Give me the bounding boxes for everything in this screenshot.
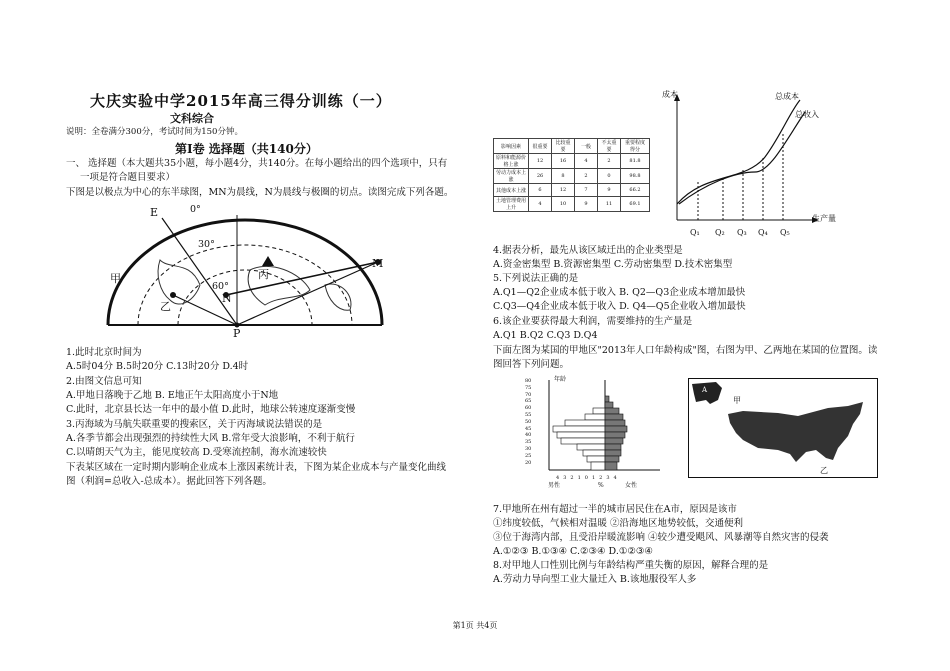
lat-0-label: 0° [190,204,201,215]
pyramid-female-label: 女性 [625,482,638,489]
table-cell: 16 [552,154,575,169]
table-cell: 2 [575,169,598,184]
question-line: C.此时，北京县长达一年中的最小值 D.此时，地球公转速度逐渐变慢 [66,404,356,415]
table-cell: 11 [598,197,621,212]
table-cell: 其他成本上涨 [494,184,529,197]
table-header: 一般 [575,139,598,154]
section-heading: 第Ⅰ卷 选择题（共140分） [175,142,318,156]
question-line: 5.下列说法正确的是 [493,273,579,284]
place-yi-label: 乙 [160,300,171,313]
question-line: 下面左图为某国的甲地区"2013年人口年龄构成"图，右图为甲、乙两地在某国的位置图。读 [493,345,878,356]
table-cell: 6 [529,184,552,197]
pyramid-x-ticks [556,472,621,485]
y-tick: 35 [525,439,532,446]
table-cell: 10 [552,197,575,212]
x-tick: 1 [591,475,600,481]
table-cell: 7 [575,184,598,197]
lat-60-label: 60° [212,281,229,292]
total-revenue-label: 总收入 [795,110,819,119]
table-cell: 66.2 [621,184,650,197]
y-tick: 45 [525,425,532,432]
x-tick: 3 [563,475,571,481]
place-jia-label: 甲 [733,396,741,405]
question-line: A.Q1—Q2企业成本低于收入 B. Q2—Q3企业成本增加最快 [493,287,746,298]
y-tick: 30 [525,445,532,452]
y-tick: 20 [525,459,532,466]
population-pyramid [535,378,665,478]
lat-30-label: 30° [198,239,215,250]
question-line: 2.由图文信息可知 [66,376,142,387]
y-tick: 80 [525,378,532,384]
point-e-label: E [150,206,159,219]
exam-title: 大庆实验中学2015年高三得分训练（一） [90,92,392,110]
pyramid-male-label: 男性 [548,482,561,489]
table-cell: 69.1 [621,197,650,212]
question-line: C.以晴朗天气为主，能见度较高 D.受寒流控制，海水流速较快 [66,447,327,458]
table-cell: 12 [529,154,552,169]
table-row [494,184,650,197]
table-header-row [494,139,650,154]
factor-table [493,138,650,212]
table-cell: 98.8 [621,169,650,184]
table-cell: 9 [598,184,621,197]
question-line: 1.此时北京时间为 [66,347,142,358]
y-tick: 25 [525,452,532,459]
point-p-label: P [233,327,241,340]
question-line: A.①②③ B.①③④ C.②③④ D.①②③④ [493,546,653,557]
cost-chart-ylabel: 成本 [662,90,678,99]
q-tick: Q₄ [758,228,768,237]
table-cell: 81.8 [621,154,650,169]
pyramid-y-ticks [525,378,531,466]
y-tick: 55 [525,411,532,418]
intro-line-2: 一项是符合题目要求） [80,172,176,183]
table-cell: 26 [529,169,552,184]
question-line: A.资金密集型 B.资源密集型 C.劳动密集型 D.技术密集型 [493,259,733,270]
question-line: A.5时04分 B.5时20分 C.13时20分 D.4时 [66,361,249,372]
table-header: 不太重要 [598,139,621,154]
table-row [494,197,650,212]
table-cell: 8 [552,169,575,184]
total-cost-label: 总成本 [775,92,799,101]
q-tick: Q₂ [715,228,725,237]
question-line: 6.该企业要获得最大利润，需要维持的生产量是 [493,316,693,327]
map-intro: 下图是以极点为中心的东半球图，MN为晨线，N为晨线与极圈的切点。读图完成下列各题。 [66,187,454,198]
y-tick: 65 [525,398,532,405]
place-jia-label: 甲 [110,272,121,285]
table-row [494,169,650,184]
question-line: 7.甲地所在州有超过一半的城市居民住在A市，原因是该市 [493,504,737,515]
place-bing-label: 丙 [258,268,269,281]
table-header: 重要程度得分 [621,139,650,154]
x-tick: 1 [577,475,585,481]
y-tick: 75 [525,384,532,391]
table-header: 影响因素 [494,139,529,154]
polar-map [100,200,390,345]
question-line: A.甲地日落晚于乙地 B. E地正午太阳高度小于N地 [66,390,279,401]
table-cell: 劳动力成本上涨 [494,169,529,184]
table-cell: 4 [529,197,552,212]
table-row [494,154,650,169]
x-tick: 2 [599,475,607,481]
place-yi-label: 乙 [820,466,828,475]
x-tick: 3 [606,475,614,481]
place-a-label: A [702,386,708,394]
table-cell: 4 [575,154,598,169]
question-line: C.Q3—Q4企业成本低于收入 D. Q4—Q5企业收入增加最快 [493,301,746,312]
question-line: 图（利润=总收入-总成本）。据此回答下列各题。 [66,476,272,487]
x-tick: 4 [556,475,564,481]
point-n-label: N [222,292,232,305]
x-tick: 0 [584,475,592,481]
subject-label: 文科综合 [170,112,214,125]
us-location-map [688,378,878,478]
pyramid-percent-label: % [598,482,604,489]
question-line: ③位于海湾内部，且受沿岸暖流影响 ④较少遭受飓风、风暴潮等自然灾害的侵袭 [493,532,829,543]
question-line: ①纬度较低，气候相对温暖 ②沿海地区地势较低，交通便利 [493,518,744,529]
y-tick: 60 [525,405,532,412]
table-cell: 9 [575,197,598,212]
question-line: A.各季节都会出现强烈的持续性大风 B.常年受大浪影响，不利于航行 [66,433,355,444]
table-cell: 12 [552,184,575,197]
question-line: 8.对甲地人口性别比例与年龄结构严重失衡的原因，解释合理的是 [493,560,769,571]
pyramid-age-label: 年龄 [554,376,567,383]
table-cell: 0 [598,169,621,184]
table-cell: 2 [598,154,621,169]
intro-line-1: 一、 选择题（本大题共35小题，每小题4分，共140分。在每小题给出的四个选项中，只有 [66,158,448,169]
question-line: 3.丙海域为马航失联重要的搜索区，关于丙海域说法错误的是 [66,419,323,430]
cost-chart-xlabel: 生产量 [812,214,836,223]
x-tick: 4 [613,475,621,481]
y-tick: 50 [525,418,532,425]
point-m-label: M [372,257,384,270]
y-tick: 70 [525,391,532,398]
question-line: A.Q1 B.Q2 C.Q3 D.Q4 [493,330,598,341]
q-tick: Q₅ [780,228,790,237]
table-cell: 土地管理费用上升 [494,197,529,212]
page-footer: 第1页 共4页 [452,621,498,630]
question-line: 4.据表分析，最先从该区域迁出的企业类型是 [493,245,683,256]
exam-note: 说明：全卷满分300分，考试时间为150分钟。 [66,127,243,137]
question-line: 下表某区域在一定时期内影响企业成本上涨因素统计表，下图为某企业成本与产量变化曲线 [66,462,447,473]
x-tick: 2 [570,475,578,481]
table-cell: 原料和能源价格上涨 [494,154,529,169]
q-tick: Q₃ [737,228,747,237]
table-header: 比较重要 [552,139,575,154]
q-tick: Q₁ [690,228,700,237]
table-header: 很重要 [529,139,552,154]
y-tick: 40 [525,432,532,439]
question-line: A.劳动力导向型工业大量迁入 B.该地服役军人多 [493,574,697,585]
question-line: 图回答下列问题。 [493,359,570,370]
